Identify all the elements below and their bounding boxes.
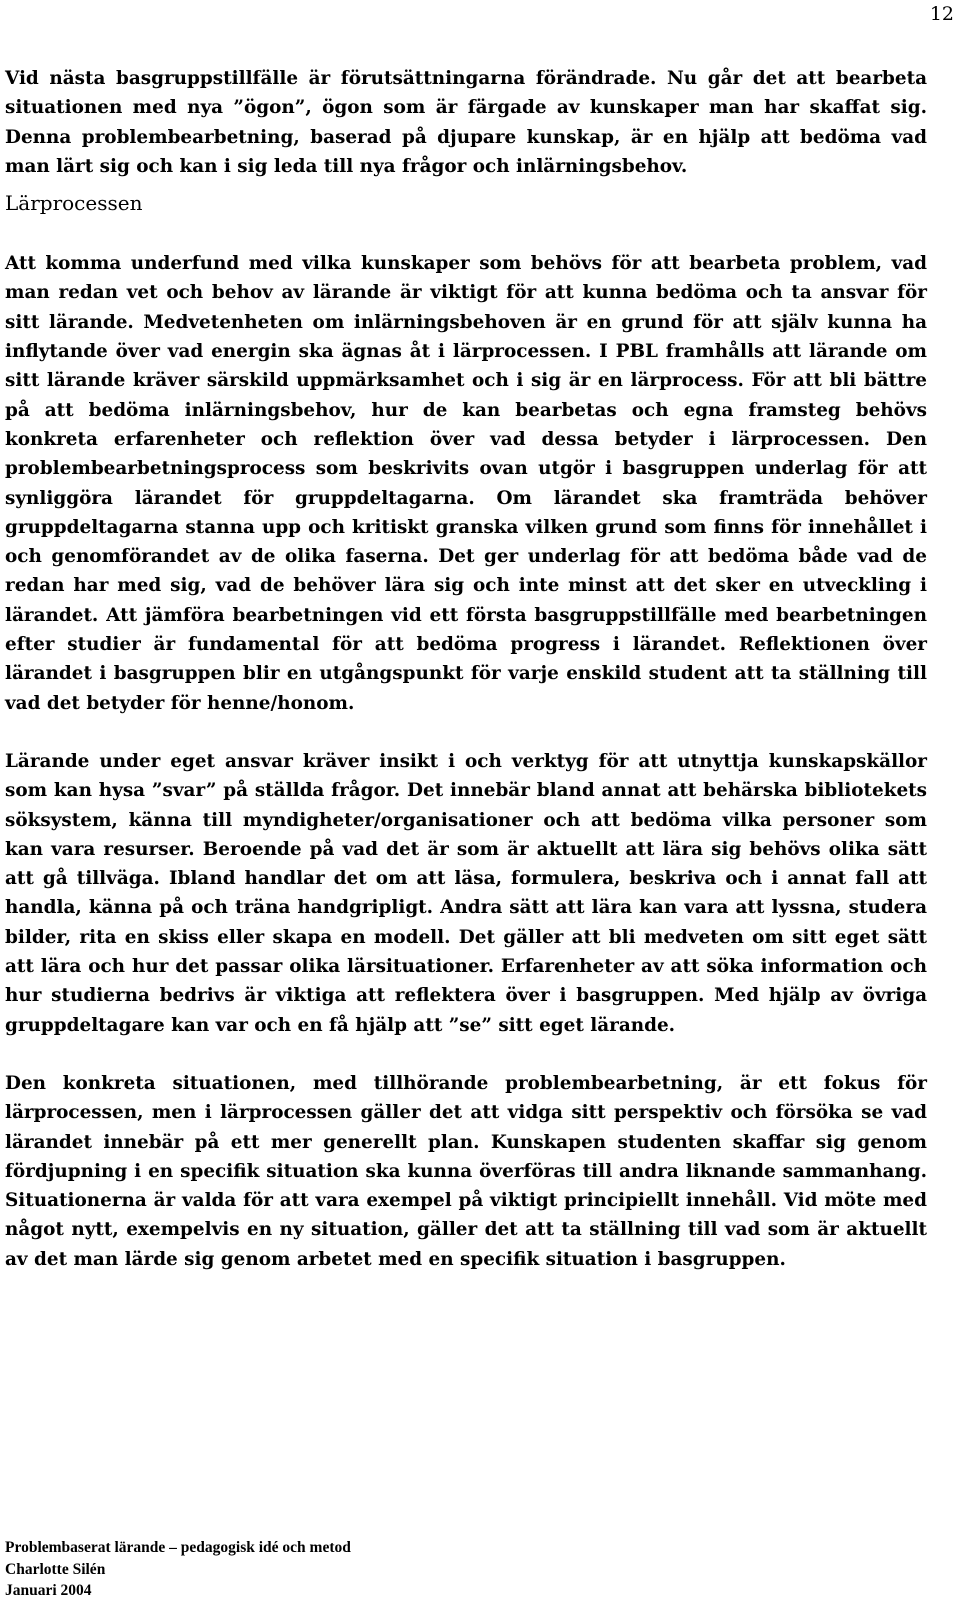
paragraph-self-directed-learning: Lärande under eget ansvar kräver insikt i och verktyg för att utnyttja kunskapskällor som kan hysa ”svar” på ställda frågor. Det innebär bland annat att behärska bibliotekets söksystem, känna till myndigheter/organisationer och att bedöma vilka personer som kan vara resurser. Beroende på vad det är som är aktuellt att lära sig behövs olika sätt att gå tillväga. Ibland handlar det om att läsa, formulera, beskriva och i annat fall att handla, känna på och träna handgripligt. Andra sätt att lära kan vara att lyssna, studera bilder, rita en skiss eller skapa en modell. Det gäller att bli medveten om sitt eget sätt att lära och hur det passar olika lärsituationer. Erfarenheter av att söka information och hur studierna bedrivs är viktiga att reflektera över i basgruppen. Med hjälp av övriga gruppdeltagare kan var och en få hjälp att ”se” sitt eget lärande. — [5, 750, 927, 1036]
page-number: 12 — [929, 3, 954, 25]
footer-title: Problembaserat lärande – pedagogisk idé och metod — [5, 1539, 351, 1556]
document-body — [5, 64, 927, 1274]
paragraph-learning-process: Att komma underfund med vilka kunskaper som behövs för att bearbeta problem, vad man redan vet och behov av lärande är viktigt för att kunna bedöma och ta ansvar för sitt lärande. Medvetenheten om inlärningsbehoven är en grund för att själv kunna ha inflytande över vad energin ska ägnas åt i lärprocessen. I PBL framhålls att lärande om sitt lärande kräver särskild uppmärksamhet och i sig är en lärprocess. För att bli bättre på att bedöma inlärningsbehov, hur de kan bearbetas och egna framsteg behövs konkreta erfarenheter och reflektion över vad dessa betyder i lärprocessen. Den problembearbetningsprocess som beskrivits ovan utgör i basgruppen underlag för att synliggöra lärandet för gruppdeltagarna. Om lärandet ska framträda behöver gruppdeltagarna stanna upp och kritiskt granska vilken grund som finns för innehållet i och genomförandet av de olika faserna. Det ger underlag för att bedöma både vad de redan har med sig, vad de behöver lära sig och inte minst att det sker en utveckling i lärandet. Att jämföra bearbetningen vid ett första basgruppstillfälle med bearbetningen efter studier är fundamental för att bedöma progress i lärandet. Reflektionen över lärandet i basgruppen blir en utgångspunkt för varje enskild student att ta ställning till vad det betyder för henne/honom. — [5, 253, 927, 714]
paragraph-concrete-situation: Den konkreta situationen, med tillhörande problembearbetning, är ett fokus för lärprocessen, men i lärprocessen gäller det att vidga sitt perspektiv och försöka se vad lärandet innebär på ett mer generellt plan. Kunskapen studenten skaffar sig genom fördjupning i en specifik situation ska kunna överföras till andra liknande sammanhang. Situationerna är valda för att vara exempel på viktigt principiellt innehåll. Vid möte med något nytt, exempelvis en ny situation, gäller det att ta ställning till vad som är aktuellt av det man lärde sig genom arbetet med en specifik situation i basgruppen. — [5, 1072, 927, 1270]
footer-author: Charlotte Silén — [5, 1560, 106, 1578]
page-footer — [5, 1537, 351, 1602]
section-heading: Lärprocessen — [5, 191, 143, 216]
paragraph-intro: Vid nästa basgruppstillfälle är förutsättningarna förändrade. Nu går det att bearbeta situationen med nya ”ögon”, ögon som är färgade av kunskaper man har skaffat sig. Denna problembearbetning, baserad på djupare kunskap, är en hjälp att bedöma vad man lärt sig och kan i sig leda till nya frågor och inlärningsbehov. — [5, 68, 927, 177]
footer-date: Januari 2004 — [5, 1582, 92, 1599]
